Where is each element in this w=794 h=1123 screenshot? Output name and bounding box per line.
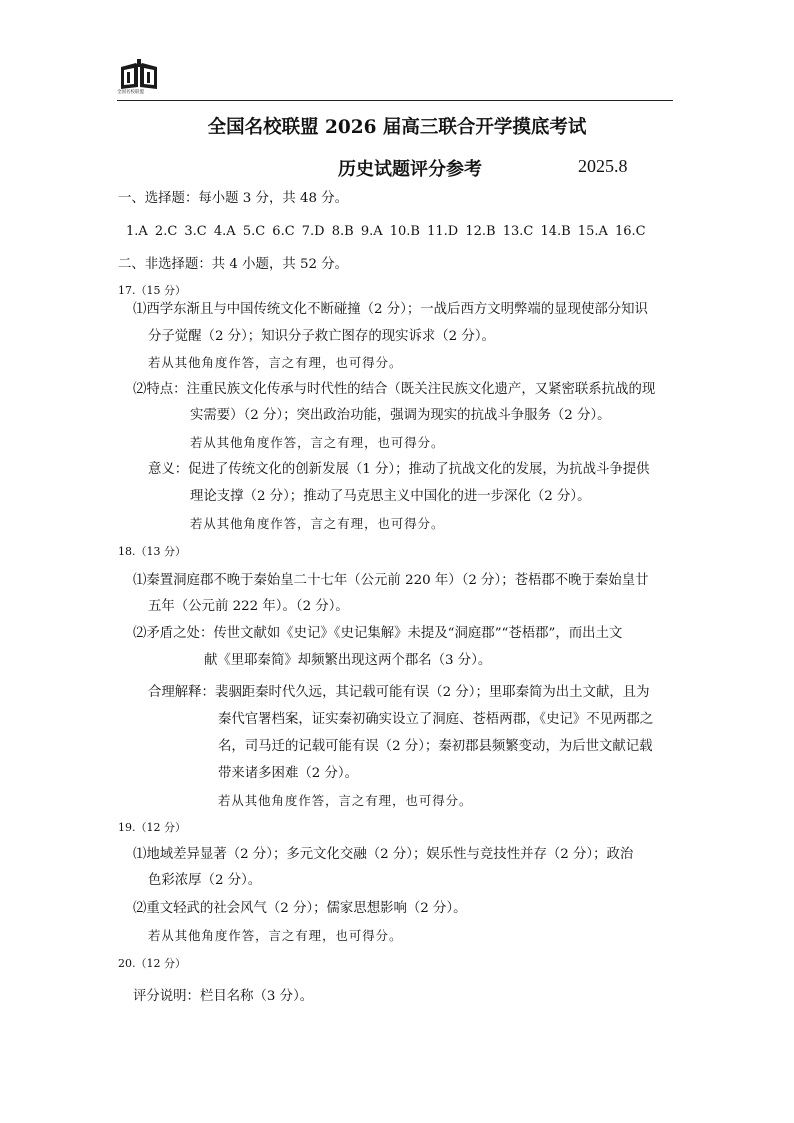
logo-caption: 全国名校联盟 (117, 90, 144, 95)
q17-note-3: 若从其他角度作答，言之有理，也可得分。 (190, 516, 445, 531)
q19-heading: 19.（12 分） (118, 821, 186, 834)
q19-part1-line1: ⑴地域差异显著（2 分）；多元文化交融（2 分）；娱乐性与竞技性并存（2 分）；政治 (133, 847, 634, 862)
header-divider (117, 100, 673, 101)
q20-heading: 20.（12 分） (118, 957, 186, 970)
q17-note-2: 若从其他角度作答，言之有理，也可得分。 (190, 435, 445, 450)
q18-heading: 18.（13 分） (118, 545, 186, 558)
exam-title: 全国名校联盟 2026 届高三联合开学摸底考试 (207, 117, 587, 138)
q17-part1-line1: ⑴西学东渐且与中国传统文化不断碰撞（2 分）；一战后西方文明弊端的显现使部分知识 (133, 302, 648, 317)
q17-note-1: 若从其他角度作答，言之有理，也可得分。 (148, 355, 403, 370)
q17-part1-line2: 分子觉醒（2 分）；知识分子救亡图存的现实诉求（2 分）。 (148, 329, 495, 344)
q20-scoring-note: 评分说明：栏目名称（3 分）。 (133, 989, 314, 1004)
exam-date: 2025.8 (578, 156, 628, 176)
q18-part1-line2: 五年（公元前 222 年）。（2 分）。 (148, 599, 349, 614)
q18-part3-line2: 秦代官署档案，证实秦初确实设立了洞庭、苍梧两郡，《史记》不见两郡之 (218, 712, 654, 727)
q17-heading: 17.（15 分） (118, 284, 186, 297)
q18-note: 若从其他角度作答，言之有理，也可得分。 (218, 793, 473, 808)
q17-part2-line1: ⑵特点：注重民族文化传承与时代性的结合（既关注民族文化遗产，又紧密联系抗战的现 (133, 382, 656, 397)
q18-part3-line4: 带来诸多困难（2 分）。 (218, 766, 358, 781)
section1-heading: 一、选择题：每小题 3 分，共 48 分。 (118, 191, 349, 206)
answer-key: 1.A 2.C 3.C 4.A 5.C 6.C 7.D 8.B 9.A 10.B 11.D 12.B 13.C 14.B 15.A 16.C (126, 224, 646, 239)
q17-part3-line1: 意义：促进了传统文化的创新发展（1 分）；推动了抗战文化的发展，为抗战斗争提供 (148, 462, 650, 477)
q18-part3-line3: 名，司马迁的记载可能有误（2 分）；秦初郡县频繁变动，为后世文献记载 (218, 739, 653, 754)
q19-part2-line1: ⑵重文轻武的社会风气（2 分）；儒家思想影响（2 分）。 (133, 901, 467, 916)
q18-part3-line1: 合理解释：裴骃距秦时代久远，其记载可能有误（2 分）；里耶秦简为出土文献，且为 (148, 685, 650, 700)
q19-part1-line2: 色彩浓厚（2 分）。 (148, 873, 262, 888)
q18-part1-line1: ⑴秦置洞庭郡不晚于秦始皇二十七年（公元前 220 年）（2 分）；苍梧郡不晚于秦始皇廿 (133, 573, 649, 588)
q18-part2-line2: 献《里耶秦简》却频繁出现这两个郡名（3 分）。 (204, 653, 492, 668)
q19-note: 若从其他角度作答，言之有理，也可得分。 (148, 928, 403, 943)
q18-part2-line1: ⑵矛盾之处：传世文献如《史记》《史记集解》未提及“洞庭郡”“苍梧郡”，而出土文 (133, 626, 623, 641)
q17-part2-line2: 实需要）（2 分）；突出政治功能，强调为现实的抗战斗争服务（2 分）。 (190, 408, 611, 423)
q17-part3-line2: 理论支撑（2 分）；推动了马克思主义中国化的进一步深化（2 分）。 (190, 489, 591, 504)
exam-subtitle: 历史试题评分参考 (338, 159, 482, 180)
section2-heading: 二、非选择题：共 4 小题，共 52 分。 (118, 257, 349, 272)
